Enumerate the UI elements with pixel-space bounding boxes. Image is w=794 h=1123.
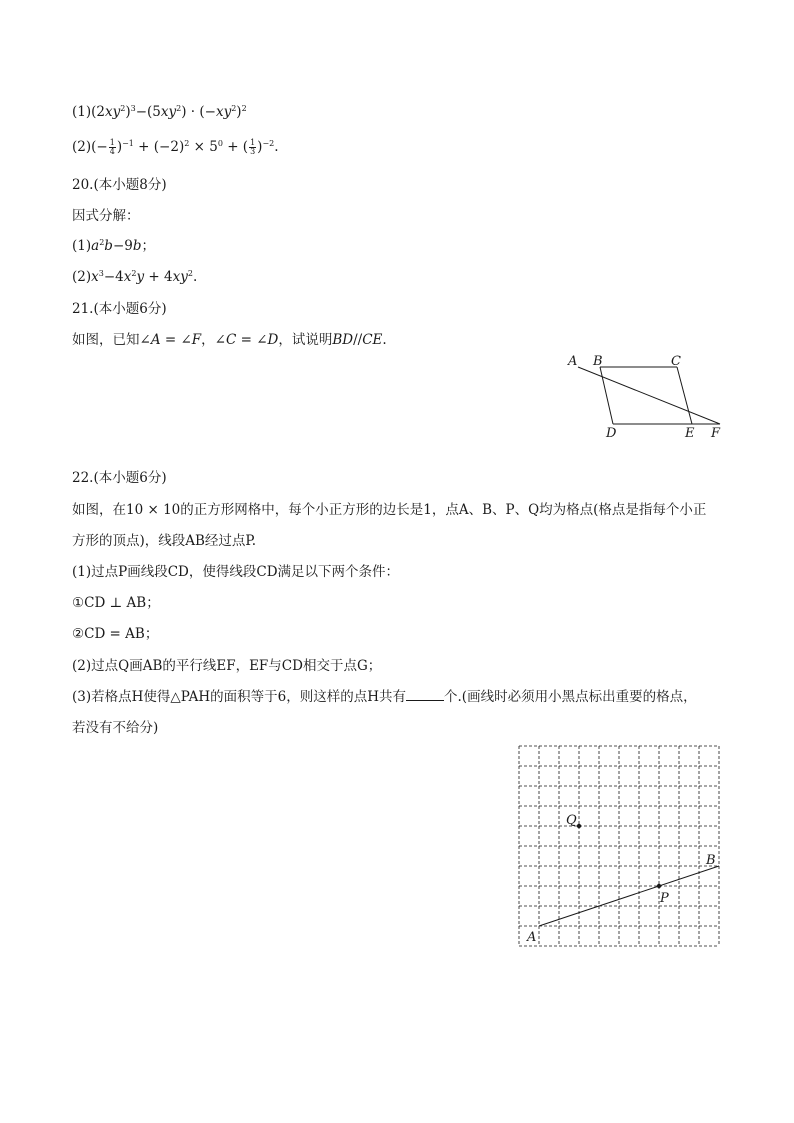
- answer-blank: [406, 688, 444, 701]
- cond2-mark: ②: [72, 626, 85, 642]
- q19-part1: $(1)(2xy^2)^3-(5xy^2) \cdot (-xy^2)^2$: [72, 104, 247, 120]
- q22-line8: 若没有不给分): [72, 720, 159, 736]
- q20-header: 20.(本小题8分): [72, 177, 167, 193]
- cond1-mark: ①: [72, 595, 85, 611]
- q21-statement: 如图，已知∠A = ∠F，∠C = ∠D，试说明BD//CE.: [72, 332, 387, 348]
- segment-AB: [539, 866, 719, 926]
- cond2-text: CD = AB；: [84, 626, 159, 642]
- q21-header: 21.(本小题6分): [72, 301, 167, 317]
- segment-BD: [600, 367, 613, 424]
- label-Q: Q: [566, 813, 577, 828]
- dashed-grid: [519, 746, 719, 946]
- label-C: C: [671, 354, 681, 369]
- q20-part2: $(2)x^3-4x^2y + 4xy^2$.: [72, 269, 198, 285]
- q19-part2-label: (2): [72, 139, 92, 155]
- q22-grid-figure: [510, 740, 730, 952]
- q19-part1-label: (1): [72, 104, 92, 120]
- q22-header: 22.(本小题6分): [72, 470, 167, 486]
- segment-CE: [677, 367, 692, 424]
- point-P: [657, 884, 661, 888]
- q20-part2-label: (2): [72, 269, 92, 285]
- cond1-text: CD ⊥ AB；: [84, 595, 160, 611]
- q22-cond2: [72, 625, 158, 643]
- q22-line7: (3)若格点H使得△PAH的面积等于6，则这样的点H共有 个.(画线时必须用小黑点标出重要的格点，: [72, 689, 697, 705]
- q22-line3: (1)过点P画线段CD，使得线段CD满足以下两个条件：: [72, 564, 400, 580]
- q20-part1-label: (1): [72, 238, 92, 254]
- q20-instruction: 因式分解：: [72, 208, 140, 224]
- point-Q: [577, 824, 581, 828]
- label-B2: B: [706, 853, 716, 868]
- q21-figure: [560, 350, 730, 445]
- q22-cond1: [72, 594, 160, 612]
- label-E: E: [685, 426, 695, 441]
- q22-line6: (2)过点Q画AB的平行线EF，EF与CD相交于点G；: [72, 658, 382, 674]
- q19-part2: (2)(− $\frac{1}{4}$ )$^{-1} + (-2)^2 \times 5^0$ + ( $\frac{1}{3}$ )$^{-2}$.: [72, 138, 279, 156]
- label-A2: A: [527, 930, 537, 945]
- label-P: P: [660, 891, 669, 906]
- label-D: D: [606, 426, 617, 441]
- segment-AF: [578, 367, 720, 424]
- q20-part1: $(1)a^2b-9b$；: [72, 238, 155, 254]
- label-A: A: [568, 354, 578, 369]
- q22-line2: 方形的顶点)，线段AB经过点P.: [72, 533, 257, 549]
- label-B: B: [593, 354, 603, 369]
- label-F: F: [711, 426, 721, 441]
- q22-line1: 如图，在10 × 10的正方形网格中，每个小正方形的边长是1，点A、B、P、Q均为格点(格点是指每个小正: [72, 502, 707, 518]
